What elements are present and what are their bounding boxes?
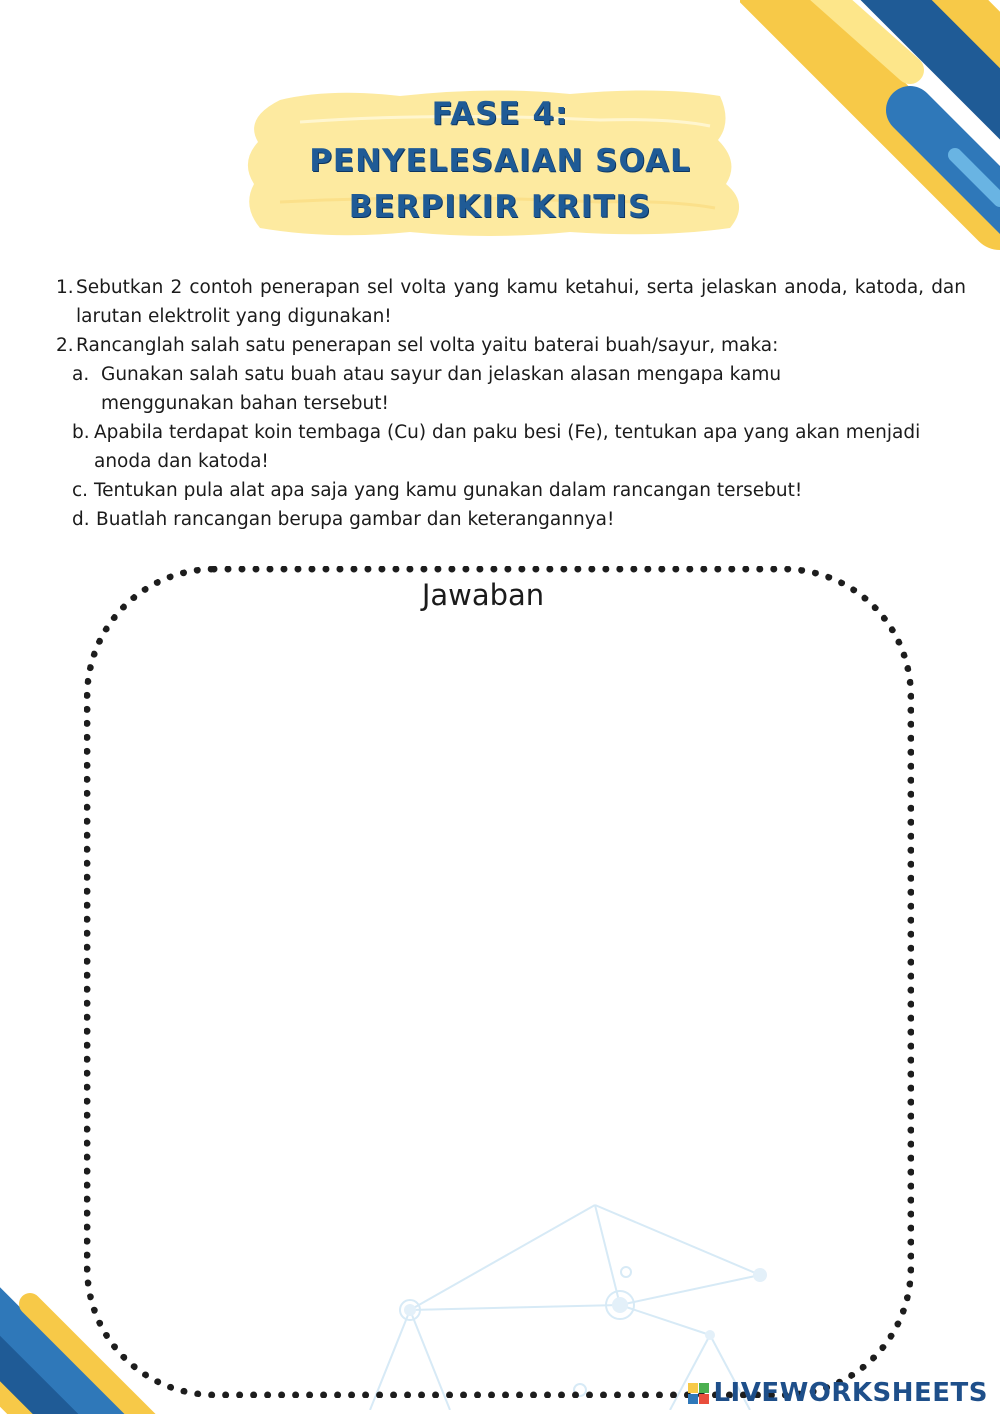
title-line-3: BERPIKIR KRITIS — [348, 189, 652, 225]
subquestion-text: Tentukan pula alat apa saja yang kamu gunakan dalam rancangan tersebut! — [94, 480, 803, 501]
question-1 — [56, 273, 966, 331]
question-number: 2. — [56, 335, 74, 356]
subquestion-a — [56, 360, 901, 418]
corner-decoration-top-right — [740, 0, 1000, 250]
question-text: Sebutkan 2 contoh penerapan sel volta yang kamu ketahui, serta jelaskan anoda, katoda, dan larutan elektrolit yang digunakan! — [76, 277, 966, 327]
answer-label: Jawaban — [421, 578, 545, 612]
subquestion-letter: d. — [72, 509, 90, 530]
answer-box[interactable] — [84, 566, 914, 1398]
subquestion-text: Apabila terdapat koin tembaga (Cu) dan paku besi (Fe), tentukan apa yang akan menjadi anoda dan katoda! — [94, 422, 921, 472]
title-line-1: FASE 4: — [431, 96, 569, 132]
subquestion-b — [56, 418, 966, 476]
subquestion-letter: a. — [72, 364, 90, 385]
title-block — [240, 82, 760, 242]
subquestion-d — [56, 505, 966, 534]
subquestion-text: Buatlah rancangan berupa gambar dan keterangannya! — [96, 509, 615, 530]
subquestion-letter: c. — [72, 480, 89, 501]
question-list — [56, 273, 966, 534]
question-number: 1. — [56, 277, 74, 298]
subquestion-text: Gunakan salah satu buah atau sayur dan jelaskan alasan mengapa kamu menggunakan bahan tersebut! — [101, 364, 782, 414]
title-line-2: PENYELESAIAN SOAL — [309, 143, 691, 179]
subquestion-letter: b. — [72, 422, 90, 443]
liveworksheets-logo-icon — [688, 1383, 709, 1404]
question-text: Rancanglah salah satu penerapan sel volta yaitu baterai buah/sayur, maka: — [76, 335, 779, 356]
question-2 — [56, 331, 966, 360]
liveworksheets-brand — [688, 1378, 988, 1408]
subquestion-c — [56, 476, 966, 505]
brand-name: LIVEWORKSHEETS — [713, 1378, 988, 1408]
